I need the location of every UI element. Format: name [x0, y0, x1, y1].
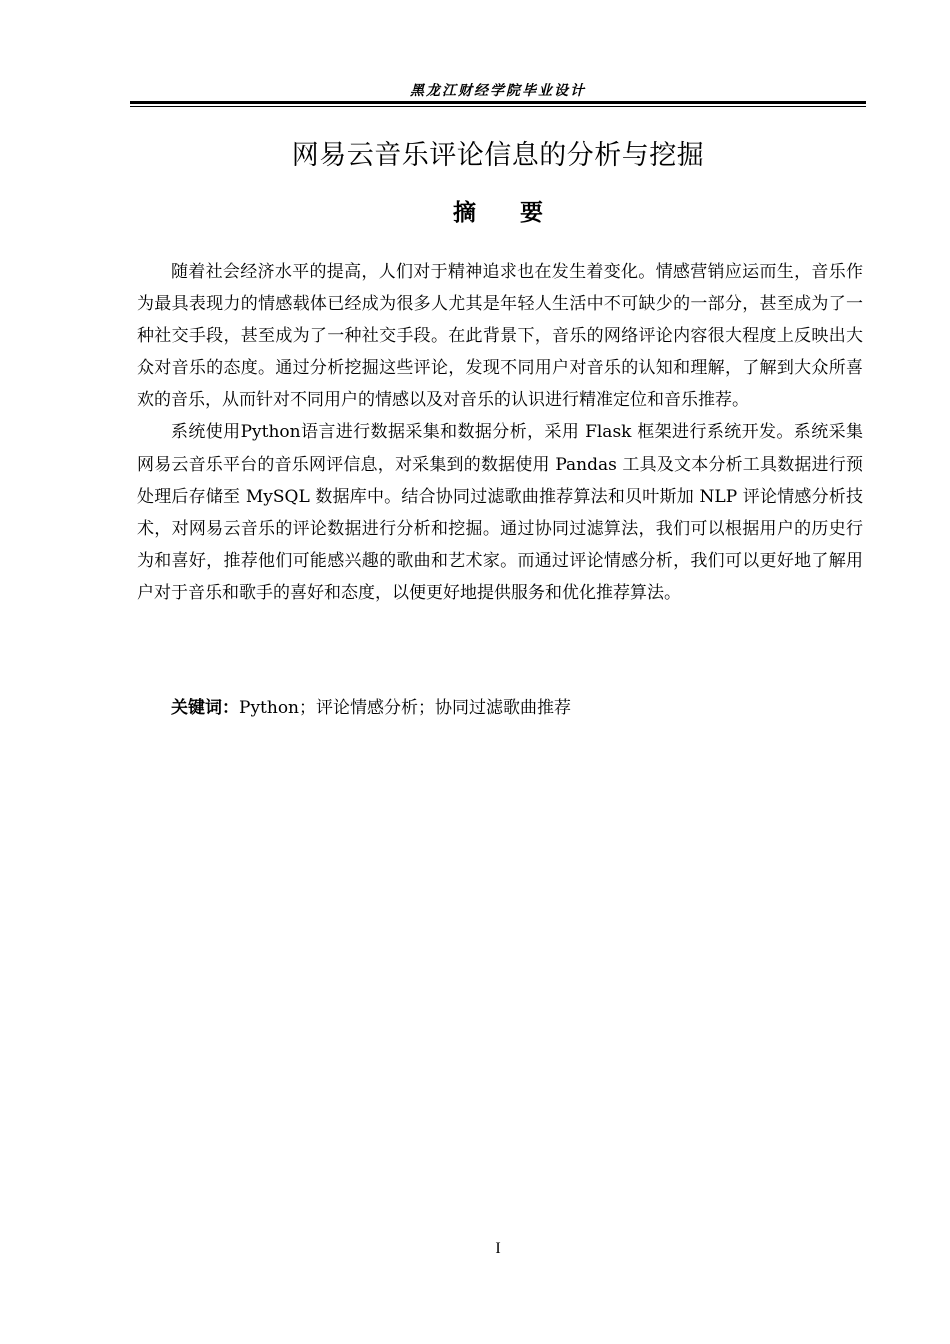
- abstract-heading-char-1: 摘: [453, 200, 476, 226]
- abstract-heading-char-2: 要: [520, 200, 543, 226]
- header-rule-thin: [130, 106, 866, 107]
- abstract-heading: [130, 196, 866, 230]
- abstract-paragraph-1: 随着社会经济水平的提高，人们对于精神追求也在发生着变化。情感营销应运而生，音乐作为最具表现力的情感载体已经成为很多人尤其是年轻人生活中不可缺少的一部分，甚至成为了一种社交手段，甚至成为了一种社交手段。在此背景下，音乐的网络评论内容很大程度上反映出大众对音乐的态度。通过分析挖掘这些评论，发现不同用户对音乐的认知和理解，了解到大众所喜欢的音乐，从而针对不同用户的情感以及对音乐的认识进行精准定位和音乐推荐。: [137, 262, 863, 411]
- page-number: I: [495, 1240, 501, 1257]
- keywords-value: Python；评论情感分析；协同过滤歌曲推荐: [239, 698, 572, 718]
- running-header: 黑龙江财经学院毕业设计: [410, 83, 586, 99]
- header-rule-thick: [130, 101, 866, 104]
- abstract-paragraph-2: 系统使用Python语言进行数据采集和数据分析，采用 Flask 框架进行系统开发。系统采集网易云音乐平台的音乐网评信息，对采集到的数据使用 Pandas 工具及文本分析工具数据进行预处理后存储至 MySQL 数据库中。结合协同过滤歌曲推荐算法和贝叶斯加 NLP 评论情感分析技术，对网易云音乐的评论数据进行分析和挖掘。通过协同过滤算法，我们可以根据用户的历史行为和喜好，推荐他们可能感兴趣的歌曲和艺术家。而通过评论情感分析，我们可以更好地了解用户对于音乐和歌手的喜好和态度，以便更好地提供服务和优化推荐算法。: [137, 422, 863, 603]
- abstract-body: [137, 256, 863, 609]
- keywords-label: 关键词：: [171, 698, 239, 718]
- paper-title: 网易云音乐评论信息的分析与挖掘: [291, 140, 705, 171]
- keywords-line: [171, 692, 861, 724]
